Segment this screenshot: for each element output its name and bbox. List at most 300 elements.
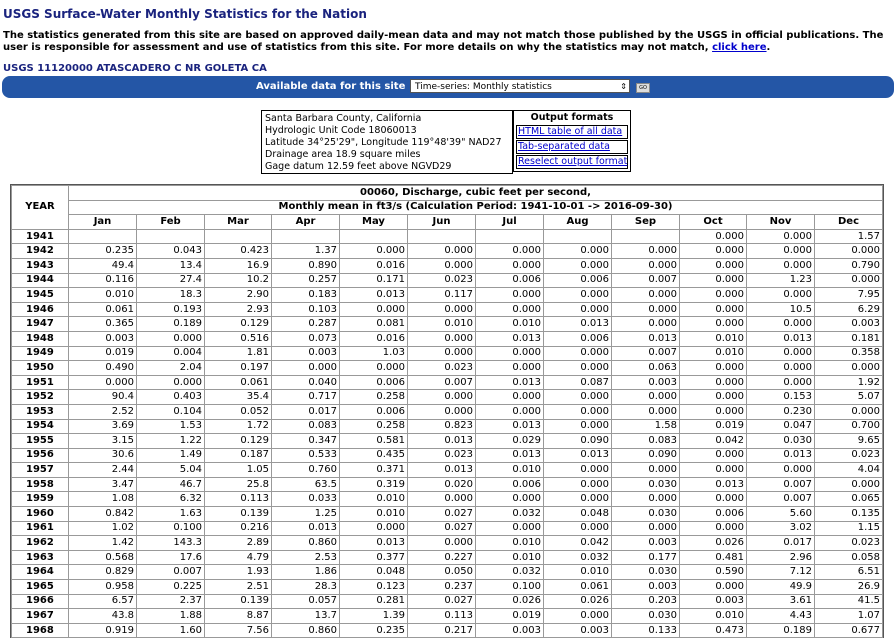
value-cell: 27.4 <box>137 273 205 288</box>
value-cell: 0.129 <box>205 317 272 332</box>
site-county: Santa Barbara County, California <box>265 113 422 124</box>
value-cell: 0.013 <box>340 288 408 303</box>
value-cell: 16.9 <box>205 258 272 273</box>
value-cell: 5.07 <box>815 390 883 405</box>
site-latlong: Latitude 34°25'29", Longitude 119°48'39" NAD27 <box>265 137 502 148</box>
month-header-jul: Jul <box>476 215 544 230</box>
value-cell: 0.000 <box>815 477 883 492</box>
table-row <box>12 492 883 507</box>
available-data-select[interactable] <box>410 79 630 93</box>
value-cell: 0.013 <box>272 521 340 536</box>
value-cell: 0.842 <box>69 507 137 522</box>
value-cell: 0.000 <box>408 390 476 405</box>
year-cell: 1955 <box>12 434 69 449</box>
value-cell: 0.100 <box>137 521 205 536</box>
value-cell: 0.000 <box>340 361 408 376</box>
value-cell: 0.139 <box>205 594 272 609</box>
value-cell: 2.93 <box>205 302 272 317</box>
value-cell: 0.040 <box>272 375 340 390</box>
value-cell: 0.000 <box>476 521 544 536</box>
value-cell: 0.516 <box>205 331 272 346</box>
value-cell: 0.203 <box>612 594 680 609</box>
value-cell: 1.93 <box>205 565 272 580</box>
value-cell: 0.017 <box>272 404 340 419</box>
value-cell: 2.04 <box>137 361 205 376</box>
value-cell: 0.189 <box>747 623 815 638</box>
value-cell: 1.03 <box>340 346 408 361</box>
table-row <box>12 463 883 478</box>
value-cell: 0.829 <box>69 565 137 580</box>
value-cell: 0.003 <box>612 580 680 595</box>
value-cell: 0.061 <box>544 580 612 595</box>
value-cell: 90.4 <box>69 390 137 405</box>
value-cell: 0.481 <box>680 550 747 565</box>
month-header-row <box>12 215 883 230</box>
value-cell: 0.052 <box>205 404 272 419</box>
value-cell: 0.030 <box>612 477 680 492</box>
value-cell: 0.003 <box>680 594 747 609</box>
value-cell: 1.23 <box>747 273 815 288</box>
value-cell: 0.139 <box>205 507 272 522</box>
value-cell: 0.006 <box>340 404 408 419</box>
value-cell: 0.032 <box>476 565 544 580</box>
value-cell: 0.000 <box>408 331 476 346</box>
value-cell: 0.003 <box>544 623 612 638</box>
value-cell: 0.000 <box>680 288 747 303</box>
year-cell: 1951 <box>12 375 69 390</box>
value-cell: 4.04 <box>815 463 883 478</box>
value-cell: 0.000 <box>544 419 612 434</box>
value-cell: 0.890 <box>272 258 340 273</box>
value-cell: 0.023 <box>408 361 476 376</box>
year-cell: 1942 <box>12 244 69 259</box>
value-cell: 9.65 <box>815 434 883 449</box>
value-cell: 0.257 <box>272 273 340 288</box>
value-cell: 0.016 <box>340 258 408 273</box>
value-cell: 6.32 <box>137 492 205 507</box>
value-cell: 0.003 <box>612 536 680 551</box>
value-cell: 0.000 <box>612 258 680 273</box>
table-row <box>12 244 883 259</box>
value-cell: 2.52 <box>69 404 137 419</box>
value-cell: 0.048 <box>544 507 612 522</box>
value-cell <box>408 229 476 244</box>
value-cell: 1.15 <box>815 521 883 536</box>
value-cell: 10.2 <box>205 273 272 288</box>
year-cell: 1956 <box>12 448 69 463</box>
click-here-link[interactable]: click here <box>712 42 767 53</box>
value-cell: 0.000 <box>680 580 747 595</box>
table-row <box>12 229 883 244</box>
value-cell: 0.000 <box>340 302 408 317</box>
table-row <box>12 302 883 317</box>
value-cell: 0.006 <box>340 375 408 390</box>
year-cell: 1968 <box>12 623 69 638</box>
value-cell: 3.02 <box>747 521 815 536</box>
value-cell: 41.5 <box>815 594 883 609</box>
value-cell: 0.358 <box>815 346 883 361</box>
table-row <box>12 273 883 288</box>
value-cell: 2.37 <box>137 594 205 609</box>
value-cell: 0.000 <box>612 302 680 317</box>
value-cell <box>612 229 680 244</box>
year-cell: 1950 <box>12 361 69 376</box>
value-cell: 0.006 <box>476 477 544 492</box>
value-cell: 0.000 <box>544 258 612 273</box>
value-cell: 49.4 <box>69 258 137 273</box>
table-row <box>12 346 883 361</box>
value-cell: 0.000 <box>680 244 747 259</box>
value-cell: 0.000 <box>747 361 815 376</box>
value-cell: 0.104 <box>137 404 205 419</box>
month-header-apr: Apr <box>272 215 340 230</box>
value-cell: 0.000 <box>680 492 747 507</box>
year-cell: 1947 <box>12 317 69 332</box>
value-cell: 0.000 <box>747 288 815 303</box>
value-cell: 0.027 <box>408 594 476 609</box>
table-row <box>12 536 883 551</box>
value-cell: 0.100 <box>476 580 544 595</box>
output-formats-box <box>513 110 631 172</box>
month-header-aug: Aug <box>544 215 612 230</box>
value-cell: 0.171 <box>340 273 408 288</box>
value-cell: 2.96 <box>747 550 815 565</box>
value-cell: 0.000 <box>544 492 612 507</box>
value-cell: 0.013 <box>476 448 544 463</box>
value-cell: 0.057 <box>272 594 340 609</box>
year-cell: 1964 <box>12 565 69 580</box>
table-row <box>12 448 883 463</box>
value-cell: 3.47 <box>69 477 137 492</box>
value-cell: 0.058 <box>815 550 883 565</box>
value-cell: 0.217 <box>408 623 476 638</box>
value-cell: 0.000 <box>476 404 544 419</box>
value-cell: 0.000 <box>612 244 680 259</box>
year-cell: 1953 <box>12 404 69 419</box>
value-cell <box>340 229 408 244</box>
table-row <box>12 565 883 580</box>
year-cell: 1952 <box>12 390 69 405</box>
value-cell: 0.103 <box>272 302 340 317</box>
value-cell: 1.37 <box>272 244 340 259</box>
value-cell: 0.000 <box>612 492 680 507</box>
value-cell: 0.013 <box>408 463 476 478</box>
value-cell: 0.003 <box>476 623 544 638</box>
year-cell: 1957 <box>12 463 69 478</box>
value-cell: 6.51 <box>815 565 883 580</box>
value-cell: 0.000 <box>815 361 883 376</box>
value-cell: 0.090 <box>612 448 680 463</box>
value-cell: 1.42 <box>69 536 137 551</box>
value-cell: 0.013 <box>544 317 612 332</box>
value-cell: 1.49 <box>137 448 205 463</box>
value-cell: 0.029 <box>476 434 544 449</box>
value-cell: 0.003 <box>272 346 340 361</box>
value-cell: 0.026 <box>544 594 612 609</box>
table-row <box>12 521 883 536</box>
value-cell: 1.60 <box>137 623 205 638</box>
value-cell: 0.230 <box>747 404 815 419</box>
value-cell: 0.129 <box>205 434 272 449</box>
table-row <box>12 623 883 638</box>
output-formats-title: Output formats <box>530 112 614 123</box>
value-cell: 0.023 <box>408 273 476 288</box>
table-row <box>12 404 883 419</box>
go-button[interactable]: GO <box>636 83 650 93</box>
value-cell: 0.010 <box>476 536 544 551</box>
value-cell <box>205 229 272 244</box>
select-arrows-icon: ⇕ <box>620 82 627 91</box>
value-cell: 0.533 <box>272 448 340 463</box>
value-cell: 8.87 <box>205 609 272 624</box>
value-cell: 0.023 <box>815 536 883 551</box>
value-cell: 0.216 <box>205 521 272 536</box>
value-cell: 0.000 <box>680 404 747 419</box>
value-cell: 0.860 <box>272 623 340 638</box>
value-cell: 0.958 <box>69 580 137 595</box>
value-cell: 0.003 <box>69 331 137 346</box>
value-cell: 0.000 <box>680 317 747 332</box>
value-cell: 0.065 <box>815 492 883 507</box>
value-cell: 2.89 <box>205 536 272 551</box>
value-cell: 0.000 <box>747 244 815 259</box>
value-cell: 1.57 <box>815 229 883 244</box>
page-title: USGS Surface-Water Monthly Statistics for the Nation <box>3 7 367 21</box>
value-cell: 0.006 <box>476 273 544 288</box>
year-cell: 1944 <box>12 273 69 288</box>
value-cell: 0.013 <box>612 331 680 346</box>
value-cell: 7.56 <box>205 623 272 638</box>
value-cell: 0.007 <box>612 273 680 288</box>
available-data-label: Available data for this site <box>256 81 406 92</box>
tab-separated-link[interactable]: Tab-separated data <box>516 140 628 154</box>
value-cell: 0.081 <box>340 317 408 332</box>
table-row <box>12 317 883 332</box>
value-cell: 0.000 <box>340 244 408 259</box>
value-cell: 0.030 <box>747 434 815 449</box>
value-cell: 35.4 <box>205 390 272 405</box>
value-cell: 0.000 <box>747 375 815 390</box>
value-cell: 0.010 <box>340 492 408 507</box>
value-cell: 0.227 <box>408 550 476 565</box>
value-cell <box>272 229 340 244</box>
value-cell: 0.000 <box>408 492 476 507</box>
value-cell: 0.010 <box>680 609 747 624</box>
table-row <box>12 594 883 609</box>
year-cell: 1954 <box>12 419 69 434</box>
value-cell: 49.9 <box>747 580 815 595</box>
value-cell <box>544 229 612 244</box>
value-cell: 0.061 <box>69 302 137 317</box>
value-cell: 0.790 <box>815 258 883 273</box>
value-cell: 0.000 <box>544 609 612 624</box>
table-row <box>12 361 883 376</box>
value-cell: 0.113 <box>205 492 272 507</box>
value-cell: 0.000 <box>680 448 747 463</box>
year-cell: 1946 <box>12 302 69 317</box>
site-info-box <box>261 110 513 174</box>
month-header-jun: Jun <box>408 215 476 230</box>
value-cell: 0.013 <box>476 375 544 390</box>
value-cell: 0.568 <box>69 550 137 565</box>
value-cell: 0.020 <box>408 477 476 492</box>
year-cell: 1962 <box>12 536 69 551</box>
value-cell: 25.8 <box>205 477 272 492</box>
table-row <box>12 580 883 595</box>
value-cell: 0.007 <box>612 346 680 361</box>
value-cell: 0.000 <box>680 361 747 376</box>
value-cell: 143.3 <box>137 536 205 551</box>
value-cell: 0.030 <box>612 507 680 522</box>
value-cell: 0.287 <box>272 317 340 332</box>
value-cell: 0.000 <box>476 258 544 273</box>
month-header-dec: Dec <box>815 215 883 230</box>
value-cell: 0.030 <box>612 609 680 624</box>
value-cell: 0.026 <box>476 594 544 609</box>
available-data-bar <box>2 76 894 98</box>
disclaimer-text <box>3 30 893 54</box>
value-cell: 0.010 <box>680 346 747 361</box>
value-cell: 0.235 <box>69 244 137 259</box>
value-cell: 1.53 <box>137 419 205 434</box>
month-header-oct: Oct <box>680 215 747 230</box>
value-cell: 0.403 <box>137 390 205 405</box>
value-cell: 0.000 <box>408 536 476 551</box>
value-cell: 0.000 <box>408 258 476 273</box>
value-cell: 2.44 <box>69 463 137 478</box>
value-cell: 0.000 <box>612 288 680 303</box>
value-cell: 0.000 <box>680 375 747 390</box>
reselect-format-link[interactable]: Reselect output format <box>518 156 628 167</box>
value-cell: 0.004 <box>137 346 205 361</box>
value-cell: 0.000 <box>476 288 544 303</box>
value-cell: 3.61 <box>747 594 815 609</box>
site-gage-datum: Gage datum 12.59 feet above NGVD29 <box>265 161 452 172</box>
value-cell: 0.193 <box>137 302 205 317</box>
year-cell: 1960 <box>12 507 69 522</box>
value-cell: 0.000 <box>612 390 680 405</box>
value-cell: 0.423 <box>205 244 272 259</box>
html-table-link[interactable]: HTML table of all data <box>516 125 628 139</box>
value-cell: 0.919 <box>69 623 137 638</box>
value-cell: 1.39 <box>340 609 408 624</box>
value-cell: 1.02 <box>69 521 137 536</box>
value-cell: 0.000 <box>476 346 544 361</box>
value-cell: 13.4 <box>137 258 205 273</box>
value-cell: 0.000 <box>680 521 747 536</box>
value-cell: 0.006 <box>544 273 612 288</box>
value-cell: 0.042 <box>680 434 747 449</box>
value-cell: 0.258 <box>340 419 408 434</box>
value-cell: 0.187 <box>205 448 272 463</box>
value-cell: 0.032 <box>476 507 544 522</box>
value-cell: 0.181 <box>815 331 883 346</box>
value-cell: 0.010 <box>476 463 544 478</box>
month-header-feb: Feb <box>137 215 205 230</box>
value-cell: 1.63 <box>137 507 205 522</box>
value-cell: 0.490 <box>69 361 137 376</box>
value-cell: 0.000 <box>544 302 612 317</box>
value-cell: 1.58 <box>612 419 680 434</box>
value-cell: 0.010 <box>476 317 544 332</box>
value-cell: 0.087 <box>544 375 612 390</box>
value-cell: 30.6 <box>69 448 137 463</box>
value-cell: 0.000 <box>476 390 544 405</box>
site-drainage-area: Drainage area 18.9 square miles <box>265 149 421 160</box>
value-cell: 0.153 <box>747 390 815 405</box>
value-cell: 18.3 <box>137 288 205 303</box>
value-cell: 0.007 <box>137 565 205 580</box>
year-cell: 1967 <box>12 609 69 624</box>
value-cell: 0.061 <box>205 375 272 390</box>
value-cell: 0.000 <box>747 229 815 244</box>
value-cell: 17.6 <box>137 550 205 565</box>
value-cell: 0.000 <box>612 404 680 419</box>
table-row <box>12 258 883 273</box>
value-cell: 0.063 <box>612 361 680 376</box>
value-cell: 0.013 <box>408 434 476 449</box>
year-cell: 1959 <box>12 492 69 507</box>
table-row <box>12 390 883 405</box>
value-cell: 0.237 <box>408 580 476 595</box>
value-cell: 0.000 <box>340 521 408 536</box>
value-cell: 0.003 <box>612 375 680 390</box>
value-cell: 0.113 <box>408 609 476 624</box>
value-cell: 0.048 <box>340 565 408 580</box>
value-cell: 0.000 <box>747 346 815 361</box>
value-cell: 0.189 <box>137 317 205 332</box>
value-cell: 0.003 <box>815 317 883 332</box>
value-cell: 0.007 <box>408 375 476 390</box>
value-cell: 0.090 <box>544 434 612 449</box>
table-row <box>12 331 883 346</box>
month-header-mar: Mar <box>205 215 272 230</box>
value-cell: 0.371 <box>340 463 408 478</box>
value-cell: 0.000 <box>272 361 340 376</box>
value-cell: 0.000 <box>408 302 476 317</box>
value-cell: 0.717 <box>272 390 340 405</box>
value-cell: 0.473 <box>680 623 747 638</box>
monthly-stats-table <box>11 185 883 638</box>
value-cell: 0.000 <box>408 404 476 419</box>
value-cell: 0.581 <box>340 434 408 449</box>
value-cell: 0.033 <box>272 492 340 507</box>
table-row <box>12 550 883 565</box>
year-header: YEAR <box>12 186 69 230</box>
value-cell: 5.04 <box>137 463 205 478</box>
value-cell: 28.3 <box>272 580 340 595</box>
value-cell: 0.007 <box>747 492 815 507</box>
year-cell: 1945 <box>12 288 69 303</box>
value-cell: 1.08 <box>69 492 137 507</box>
table-row <box>12 609 883 624</box>
value-cell: 1.72 <box>205 419 272 434</box>
value-cell <box>476 229 544 244</box>
value-cell: 0.043 <box>137 244 205 259</box>
month-header-sep: Sep <box>612 215 680 230</box>
month-header-nov: Nov <box>747 215 815 230</box>
value-cell: 0.050 <box>408 565 476 580</box>
table-row <box>12 375 883 390</box>
value-cell: 0.000 <box>680 302 747 317</box>
site-huc: Hydrologic Unit Code 18060013 <box>265 125 417 136</box>
year-cell: 1948 <box>12 331 69 346</box>
year-cell: 1941 <box>12 229 69 244</box>
value-cell: 0.000 <box>476 302 544 317</box>
value-cell: 0.000 <box>544 521 612 536</box>
value-cell: 1.22 <box>137 434 205 449</box>
value-cell: 0.010 <box>340 507 408 522</box>
